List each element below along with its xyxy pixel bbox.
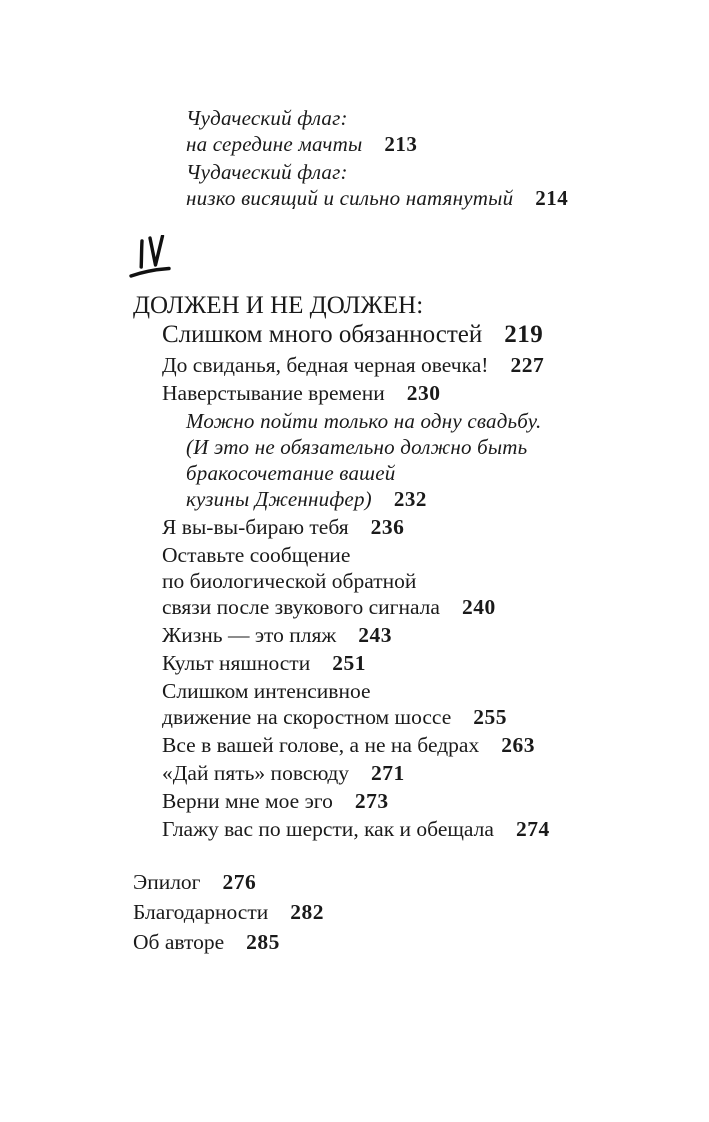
toc-entry-text: Верни мне мое эго	[162, 789, 333, 813]
toc-entry-text: низко висящий и сильно натянутый	[186, 186, 514, 210]
toc-entry-line	[186, 486, 673, 512]
toc-entry-line	[133, 868, 673, 896]
page-number: 271	[371, 761, 405, 785]
toc-entry-text: связи после звукового сигнала	[162, 595, 440, 619]
toc-entry	[162, 650, 673, 676]
page-number: 230	[406, 381, 441, 405]
page-number: 263	[501, 733, 535, 757]
toc-back-matter-entry	[133, 868, 673, 896]
page-number: 227	[510, 353, 545, 377]
page-number: 213	[384, 132, 418, 156]
page-number: 282	[290, 900, 324, 924]
toc-section-title-row	[133, 291, 673, 349]
toc-entry	[162, 788, 673, 814]
handwritten-iv-icon	[129, 235, 189, 283]
toc-entry-text: Культ няшности	[162, 651, 311, 675]
page-number: 240	[461, 595, 496, 619]
toc-entry-text: кузины Дженнифер)	[186, 487, 372, 511]
toc-entries	[133, 352, 673, 842]
toc-entry-line	[186, 460, 673, 486]
toc-entry-line	[162, 816, 673, 842]
toc-subentry	[186, 105, 673, 157]
toc-entry-line	[162, 788, 673, 814]
toc-back-matter	[133, 868, 673, 956]
toc-entry-text: «Дай пять» повсюду	[162, 761, 350, 785]
toc-entry-line	[162, 568, 673, 594]
toc-entry	[162, 542, 673, 620]
page-number: 274	[515, 817, 550, 841]
toc-entry-text: Можно пойти только на одну свадьбу.	[186, 409, 542, 433]
toc-entry-text: ДОЛЖЕН И НЕ ДОЛЖЕН:	[133, 292, 424, 319]
page-number: 285	[246, 930, 280, 954]
toc-entry-line	[162, 320, 673, 349]
toc-entry-line	[186, 131, 673, 157]
toc-entry	[162, 514, 673, 540]
toc-top-entries	[133, 105, 673, 211]
toc-entry	[162, 732, 673, 758]
toc-entry-line	[162, 704, 673, 730]
toc-entry	[162, 352, 673, 378]
toc-subentry	[186, 159, 673, 211]
toc-entry-line	[133, 898, 673, 926]
toc-entry	[162, 622, 673, 648]
toc-entry-line	[186, 159, 673, 185]
page-number: 255	[473, 705, 507, 729]
toc-entry-text: До свиданья, бедная черная овечка!	[162, 353, 489, 377]
toc-entry-line	[186, 408, 673, 434]
toc-entry	[162, 816, 673, 842]
toc-entry-line	[162, 650, 673, 676]
toc-entry-line	[162, 594, 673, 620]
toc-entry-line	[162, 380, 673, 406]
toc-entry-line	[186, 105, 673, 131]
toc-entry-text: по биологической обратной	[162, 569, 417, 593]
page-number: 243	[358, 623, 393, 647]
toc-entry	[162, 678, 673, 730]
toc-entry-line	[186, 434, 673, 460]
toc-entry	[162, 760, 673, 786]
toc-entry	[162, 380, 673, 406]
toc-entry-text: (И это не обязательно должно быть	[186, 435, 528, 459]
toc-entry-text: Наверстывание времени	[162, 381, 385, 405]
page-number: 236	[370, 515, 405, 539]
toc-entry-text: на середине мачты	[186, 132, 363, 156]
toc-entry-line	[133, 928, 673, 956]
toc-back-matter-entry	[133, 928, 673, 956]
toc-entry-text: Все в вашей голове, а не на бедрах	[162, 733, 480, 757]
toc-entry-line	[162, 542, 673, 568]
toc-subentry	[186, 408, 673, 512]
toc-entry-text: Об авторе	[133, 930, 225, 954]
section-marker-iv	[129, 235, 189, 283]
toc-entry-text: Чудаческий флаг:	[186, 106, 348, 130]
toc-entry-text: Оставьте сообщение	[162, 543, 351, 567]
toc-entry-text: Жизнь — это пляж	[162, 623, 337, 647]
toc-entry-text: Благодарности	[133, 900, 269, 924]
toc-entry-text: Глажу вас по шерсти, как и обещала	[162, 817, 494, 841]
page-number: 273	[354, 789, 389, 813]
toc-entry-text: бракосочетание вашей	[186, 461, 396, 485]
page-number: 276	[222, 870, 257, 894]
page-number: 232	[393, 487, 427, 511]
toc-entry-text: Чудаческий флаг:	[186, 160, 348, 184]
toc-entry-line	[162, 352, 673, 378]
toc-entry-line	[162, 622, 673, 648]
toc-entry-line	[162, 514, 673, 540]
page-number: 251	[332, 651, 366, 675]
toc-entry-text: Слишком много обязанностей	[162, 321, 483, 348]
page-number: 214	[535, 186, 569, 210]
toc-entry-line	[133, 291, 673, 320]
toc-entry-line	[162, 760, 673, 786]
toc-entry-text: Эпилог	[133, 870, 201, 894]
toc-entry-text: Я вы-вы-бираю тебя	[162, 515, 349, 539]
toc-entry-line	[186, 185, 673, 211]
toc-entry-text: Слишком интенсивное	[162, 679, 371, 703]
toc-entry-line	[162, 678, 673, 704]
toc-entry-line	[162, 732, 673, 758]
page-number: 219	[504, 321, 544, 348]
toc-back-matter-entry	[133, 898, 673, 926]
toc-entry-text: движение на скоростном шоссе	[162, 705, 452, 729]
